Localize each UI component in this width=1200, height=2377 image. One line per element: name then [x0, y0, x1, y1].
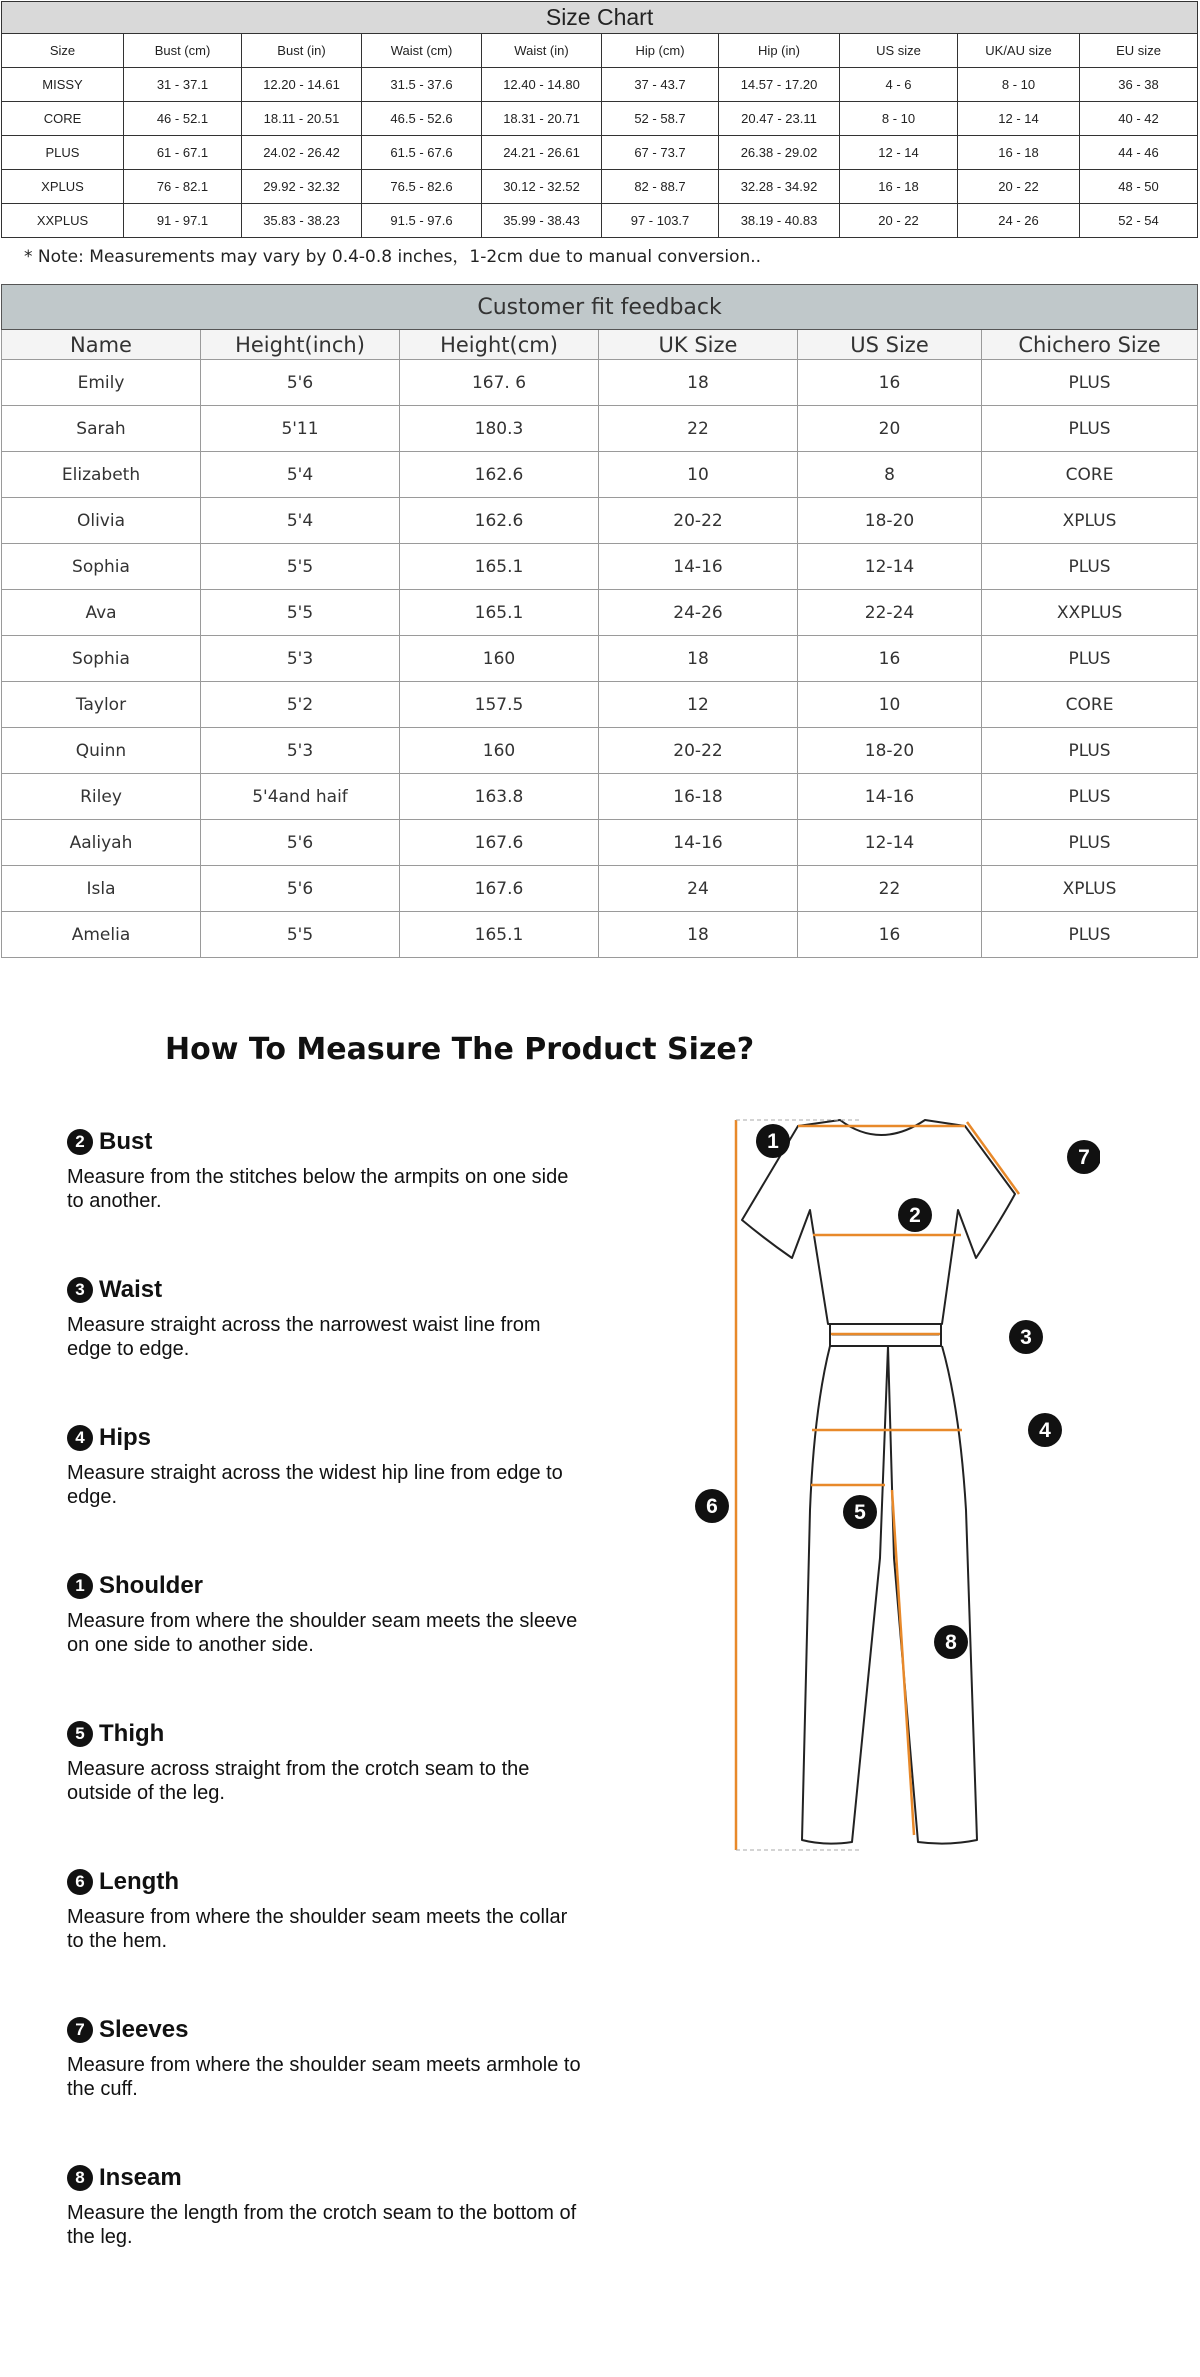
table-cell: PLUS [982, 406, 1198, 452]
feedback-body [2, 360, 1198, 958]
table-cell: 26.38 - 29.02 [719, 136, 840, 170]
table-cell: 61.5 - 67.6 [362, 136, 482, 170]
table-cell: 24-26 [599, 590, 798, 636]
table-cell: Ava [2, 590, 201, 636]
table-cell: CORE [982, 682, 1198, 728]
table-cell: 91.5 - 97.6 [362, 204, 482, 238]
table-cell: 5'5 [201, 544, 400, 590]
feedback-header-row [2, 330, 1198, 360]
table-cell: CORE [982, 452, 1198, 498]
table-cell: Taylor [2, 682, 201, 728]
table-cell: PLUS [982, 728, 1198, 774]
table-cell: Isla [2, 866, 201, 912]
measure-item-description: Measure from the stitches below the armpits on one side to another. [67, 1166, 569, 1212]
table-cell: 36 - 38 [1080, 68, 1198, 102]
table-cell: 16 - 18 [840, 170, 958, 204]
table-cell: 165.1 [400, 544, 599, 590]
table-cell: XXPLUS [2, 204, 124, 238]
feedback-row [2, 452, 1198, 498]
table-cell: 160 [400, 636, 599, 682]
marker-4-icon: 4 [1039, 1419, 1051, 1442]
feedback-row [2, 682, 1198, 728]
measure-item-name: Inseam [99, 2164, 182, 2191]
size-chart-row [2, 68, 1198, 102]
measure-item-length [67, 1867, 587, 1953]
measure-item-inseam [67, 2163, 587, 2249]
table-cell: Amelia [2, 912, 201, 958]
table-cell: 16-18 [599, 774, 798, 820]
size-chart-title: Size Chart [2, 2, 1198, 34]
column-header: Bust (cm) [124, 34, 242, 68]
table-cell: Elizabeth [2, 452, 201, 498]
number-8-icon: 8 [67, 2165, 93, 2191]
table-cell: 5'6 [201, 866, 400, 912]
table-cell: 32.28 - 34.92 [719, 170, 840, 204]
number-6-icon: 6 [67, 1869, 93, 1895]
table-cell: Riley [2, 774, 201, 820]
table-cell: 16 - 18 [958, 136, 1080, 170]
marker-2-icon: 2 [909, 1204, 921, 1227]
table-cell: 8 [798, 452, 982, 498]
table-cell: 165.1 [400, 590, 599, 636]
table-cell: 12 [599, 682, 798, 728]
measure-item-description: Measure across straight from the crotch seam to the outside of the leg. [67, 1758, 530, 1804]
measure-item-name: Bust [99, 1128, 153, 1155]
column-header: Hip (cm) [602, 34, 719, 68]
marker-6-icon: 6 [706, 1495, 718, 1518]
table-cell: XXPLUS [982, 590, 1198, 636]
table-cell: 16 [798, 636, 982, 682]
table-cell: 157.5 [400, 682, 599, 728]
table-cell: 16 [798, 912, 982, 958]
number-2-icon: 2 [67, 1129, 93, 1155]
measure-item-description: Measure straight across the widest hip line from edge to edge. [67, 1462, 563, 1508]
number-5-icon: 5 [67, 1721, 93, 1747]
table-cell: 5'4and haif [201, 774, 400, 820]
column-header: Waist (cm) [362, 34, 482, 68]
sleeve-line [967, 1122, 1019, 1194]
table-cell: 18-20 [798, 728, 982, 774]
feedback-row [2, 866, 1198, 912]
table-cell: 10 [798, 682, 982, 728]
feedback-row [2, 636, 1198, 682]
size-chart-row [2, 170, 1198, 204]
feedback-row [2, 406, 1198, 452]
table-cell: 167. 6 [400, 360, 599, 406]
table-cell: 44 - 46 [1080, 136, 1198, 170]
table-cell: 61 - 67.1 [124, 136, 242, 170]
table-cell: PLUS [982, 360, 1198, 406]
table-cell: 5'4 [201, 498, 400, 544]
table-cell: 97 - 103.7 [602, 204, 719, 238]
column-header: Height(cm) [400, 330, 599, 360]
measure-item-name: Hips [99, 1424, 152, 1451]
table-cell: 162.6 [400, 498, 599, 544]
table-cell: 18 [599, 360, 798, 406]
feedback-row [2, 912, 1198, 958]
number-1-icon: 1 [67, 1573, 93, 1599]
table-cell: Olivia [2, 498, 201, 544]
measure-item-bust [67, 1127, 587, 1213]
table-cell: 20.47 - 23.11 [719, 102, 840, 136]
column-header: Size [2, 34, 124, 68]
table-cell: Sophia [2, 636, 201, 682]
table-cell: 167.6 [400, 820, 599, 866]
feedback-title: Customer fit feedback [2, 285, 1198, 330]
feedback-row [2, 774, 1198, 820]
table-cell: 160 [400, 728, 599, 774]
table-cell: 5'3 [201, 728, 400, 774]
column-header: EU size [1080, 34, 1198, 68]
table-cell: 24.02 - 26.42 [242, 136, 362, 170]
marker-1-icon: 1 [767, 1130, 779, 1153]
table-cell: 5'6 [201, 360, 400, 406]
table-cell: 31.5 - 37.6 [362, 68, 482, 102]
table-cell: Emily [2, 360, 201, 406]
table-cell: 82 - 88.7 [602, 170, 719, 204]
column-header: Name [2, 330, 201, 360]
column-header: US Size [798, 330, 982, 360]
feedback-row [2, 498, 1198, 544]
table-cell: MISSY [2, 68, 124, 102]
table-cell: 52 - 54 [1080, 204, 1198, 238]
table-cell: 35.99 - 38.43 [482, 204, 602, 238]
measure-item-name: Sleeves [99, 2016, 189, 2043]
measure-item-waist [67, 1275, 587, 1361]
feedback-table [1, 284, 1198, 958]
marker-5-icon: 5 [854, 1501, 866, 1524]
number-4-icon: 4 [67, 1425, 93, 1451]
table-cell: 18.31 - 20.71 [482, 102, 602, 136]
table-cell: 8 - 10 [958, 68, 1080, 102]
table-cell: 24.21 - 26.61 [482, 136, 602, 170]
table-cell: Quinn [2, 728, 201, 774]
table-cell: 163.8 [400, 774, 599, 820]
table-cell: 76.5 - 82.6 [362, 170, 482, 204]
table-cell: 180.3 [400, 406, 599, 452]
column-header: Bust (in) [242, 34, 362, 68]
table-cell: 29.92 - 32.32 [242, 170, 362, 204]
table-cell: 165.1 [400, 912, 599, 958]
column-header: Height(inch) [201, 330, 400, 360]
table-cell: 5'11 [201, 406, 400, 452]
table-cell: Sophia [2, 544, 201, 590]
table-cell: 14.57 - 17.20 [719, 68, 840, 102]
table-cell: 46.5 - 52.6 [362, 102, 482, 136]
table-cell: 40 - 42 [1080, 102, 1198, 136]
measure-item-description: Measure straight across the narrowest waist line from edge to edge. [67, 1314, 541, 1360]
inseam-line [892, 1490, 914, 1835]
table-cell: PLUS [982, 544, 1198, 590]
number-3-icon: 3 [67, 1277, 93, 1303]
measure-item-description: Measure from where the shoulder seam meets the sleeve on one side to another side. [67, 1610, 578, 1656]
column-header: UK Size [599, 330, 798, 360]
table-cell: 5'5 [201, 912, 400, 958]
table-cell: XPLUS [982, 498, 1198, 544]
table-cell: 12 - 14 [840, 136, 958, 170]
table-cell: 4 - 6 [840, 68, 958, 102]
table-cell: 8 - 10 [840, 102, 958, 136]
table-cell: 5'5 [201, 590, 400, 636]
table-cell: 91 - 97.1 [124, 204, 242, 238]
marker-8-icon: 8 [945, 1631, 957, 1654]
table-cell: XPLUS [982, 866, 1198, 912]
size-chart-row [2, 102, 1198, 136]
table-cell: 24 [599, 866, 798, 912]
table-cell: 14-16 [599, 544, 798, 590]
feedback-row [2, 728, 1198, 774]
table-cell: PLUS [982, 636, 1198, 682]
column-header: Chichero Size [982, 330, 1198, 360]
table-cell: CORE [2, 102, 124, 136]
table-cell: 12 - 14 [958, 102, 1080, 136]
measure-item-name: Waist [99, 1276, 163, 1303]
measure-item-name: Shoulder [99, 1572, 204, 1599]
table-cell: 20 [798, 406, 982, 452]
size-chart-header-row [2, 34, 1198, 68]
column-header: US size [840, 34, 958, 68]
table-cell: 18.11 - 20.51 [242, 102, 362, 136]
table-cell: 20-22 [599, 498, 798, 544]
number-7-icon: 7 [67, 2017, 93, 2043]
table-cell: 24 - 26 [958, 204, 1080, 238]
table-cell: 20 - 22 [958, 170, 1080, 204]
table-cell: 167.6 [400, 866, 599, 912]
measure-item-thigh [67, 1719, 587, 1805]
table-cell: 5'2 [201, 682, 400, 728]
table-cell: 48 - 50 [1080, 170, 1198, 204]
table-cell: 5'6 [201, 820, 400, 866]
table-cell: 35.83 - 38.23 [242, 204, 362, 238]
table-cell: 12.20 - 14.61 [242, 68, 362, 102]
table-cell: 46 - 52.1 [124, 102, 242, 136]
marker-7-icon: 7 [1078, 1146, 1090, 1169]
size-chart-note: * Note: Measurements may vary by 0.4-0.8 inches，1-2cm due to manual conversion.. [24, 247, 762, 267]
table-cell: PLUS [2, 136, 124, 170]
measure-item-name: Length [99, 1868, 179, 1895]
table-cell: 10 [599, 452, 798, 498]
column-header: UK/AU size [958, 34, 1080, 68]
jumpsuit-outline [742, 1120, 1015, 1844]
table-cell: 38.19 - 40.83 [719, 204, 840, 238]
table-cell: 12.40 - 14.80 [482, 68, 602, 102]
table-cell: PLUS [982, 820, 1198, 866]
table-cell: 18-20 [798, 498, 982, 544]
size-chart-table [1, 1, 1198, 238]
table-cell: 14-16 [798, 774, 982, 820]
table-cell: 76 - 82.1 [124, 170, 242, 204]
size-chart-row [2, 136, 1198, 170]
table-cell: 22 [798, 866, 982, 912]
measure-item-sleeves [67, 2015, 587, 2101]
table-cell: 16 [798, 360, 982, 406]
measure-item-description: Measure the length from the crotch seam to the bottom of the leg. [67, 2202, 577, 2248]
marker-3-icon: 3 [1020, 1326, 1032, 1349]
table-cell: 67 - 73.7 [602, 136, 719, 170]
measure-section-title: How To Measure The Product Size? [165, 1032, 755, 1067]
size-chart-body [2, 68, 1198, 238]
feedback-row [2, 820, 1198, 866]
table-cell: 14-16 [599, 820, 798, 866]
table-cell: PLUS [982, 912, 1198, 958]
measure-item-hips [67, 1423, 587, 1509]
table-cell: 12-14 [798, 544, 982, 590]
feedback-row [2, 360, 1198, 406]
table-cell: 20-22 [599, 728, 798, 774]
jumpsuit-measurement-diagram [680, 1110, 1100, 1870]
table-cell: XPLUS [2, 170, 124, 204]
table-cell: 5'4 [201, 452, 400, 498]
table-cell: 162.6 [400, 452, 599, 498]
column-header: Hip (in) [719, 34, 840, 68]
table-cell: Sarah [2, 406, 201, 452]
table-cell: 12-14 [798, 820, 982, 866]
table-cell: 37 - 43.7 [602, 68, 719, 102]
table-cell: 20 - 22 [840, 204, 958, 238]
feedback-row [2, 544, 1198, 590]
measure-item-shoulder [67, 1571, 587, 1657]
table-cell: 52 - 58.7 [602, 102, 719, 136]
table-cell: 5'3 [201, 636, 400, 682]
table-cell: Aaliyah [2, 820, 201, 866]
measurement-lines [736, 1120, 1019, 1850]
table-cell: 30.12 - 32.52 [482, 170, 602, 204]
measure-item-description: Measure from where the shoulder seam meets armhole to the cuff. [67, 2054, 581, 2100]
table-cell: PLUS [982, 774, 1198, 820]
table-cell: 18 [599, 912, 798, 958]
measure-item-name: Thigh [99, 1720, 165, 1747]
table-cell: 31 - 37.1 [124, 68, 242, 102]
size-chart-row [2, 204, 1198, 238]
table-cell: 22-24 [798, 590, 982, 636]
jumpsuit-pants [802, 1346, 977, 1844]
feedback-row [2, 590, 1198, 636]
column-header: Waist (in) [482, 34, 602, 68]
table-cell: 18 [599, 636, 798, 682]
table-cell: 22 [599, 406, 798, 452]
measure-item-description: Measure from where the shoulder seam meets the collar to the hem. [67, 1906, 568, 1952]
